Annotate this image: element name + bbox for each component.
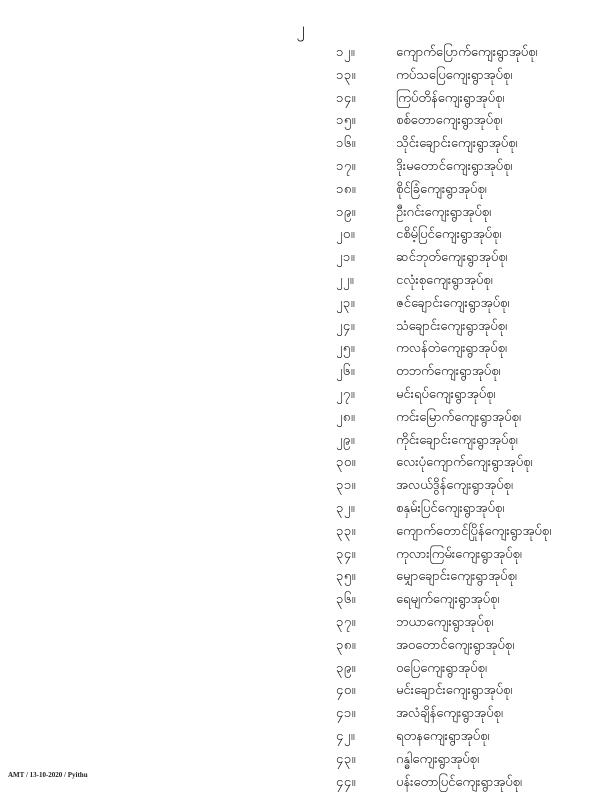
list-item-name: တဘက်ကျေးရွာအုပ်စု၊ [396, 361, 501, 384]
list-item-name: ကိုင်းချောင်းကျေးရွာအုပ်စု၊ [396, 430, 518, 453]
list-item [0, 726, 609, 749]
list-item [0, 156, 609, 179]
list-item [0, 544, 609, 567]
list-item-name: သိုင်းချောင်းကျေးရွာအုပ်စု၊ [396, 133, 518, 156]
list-item-name: စစ်တောကျေးရွာအုပ်စု၊ [396, 110, 502, 133]
list-item [0, 452, 609, 475]
list-item [0, 772, 609, 794]
list-item-number: ၂၀။ [336, 224, 386, 247]
list-item-name: ကျောက်ပြောက်ကျေးရွာအုပ်စု၊ [396, 42, 538, 65]
list-item [0, 110, 609, 133]
list-item [0, 498, 609, 521]
list-item-number: ၃၅။ [336, 566, 386, 589]
list-item [0, 384, 609, 407]
list-item-number: ၁၆။ [336, 133, 386, 156]
list-item-number: ၁၃။ [336, 65, 386, 88]
list-item-number: ၂၈။ [336, 407, 386, 430]
list-item-name: ဆင်ဘုတ်ကျေးရွာအုပ်စု၊ [396, 247, 508, 270]
list-item-number: ၃၀။ [336, 452, 386, 475]
list-item [0, 293, 609, 316]
list-item [0, 224, 609, 247]
list-item-name: ဝပြေကျေးရွာအုပ်စု၊ [396, 658, 487, 681]
list-item-number: ၂၆။ [336, 361, 386, 384]
list-item-number: ၄၀။ [336, 680, 386, 703]
list-item-name: ပန်းတောပြင်ကျေးရွာအုပ်စု၊ [396, 772, 522, 794]
list-item-name: ရေမျက်ကျေးရွာအုပ်စု၊ [396, 589, 499, 612]
list-item [0, 521, 609, 544]
list-item [0, 65, 609, 88]
list-item-number: ၂၃။ [336, 293, 386, 316]
list-item-name: ကြပ်တိန်ကျေးရွာအုပ်စု၊ [396, 88, 504, 111]
list-item-name: ဦးဂင်းကျေးရွာအုပ်စု၊ [396, 202, 491, 225]
list-item-name: စနှမ်းပြင်ကျေးရွာအုပ်စု၊ [396, 498, 504, 521]
list-item-number: ၄၄။ [336, 772, 386, 794]
list-item-number: ၃၄။ [336, 544, 386, 567]
list-item-number: ၄၁။ [336, 703, 386, 726]
list-item [0, 680, 609, 703]
list-item-number: ၂၂။ [336, 270, 386, 293]
list-item-name: ငလုံးစုကျေးရွာအုပ်စု၊ [396, 270, 493, 293]
list-item-number: ၁၄။ [336, 88, 386, 111]
list-item [0, 270, 609, 293]
list-item-number: ၂၇။ [336, 384, 386, 407]
list-item-name: ဘယာကျေးရွာအုပ်စု၊ [396, 612, 493, 635]
list-item-number: ၂၁။ [336, 247, 386, 270]
list-item-name: ကပ်သပြေကျေးရွာအုပ်စု၊ [396, 65, 512, 88]
list-item-number: ၁၉။ [336, 202, 386, 225]
list-item-name: သံချောင်းကျေးရွာအုပ်စု၊ [396, 316, 507, 339]
list-item-number: ၂၉။ [336, 430, 386, 453]
list-item-number: ၁၇။ [336, 156, 386, 179]
list-item-name: လေးပုံကျောက်ကျေးရွာအုပ်စု၊ [396, 452, 533, 475]
list-item-name: ဒိုးမတောင်ကျေးရွာအုပ်စု၊ [396, 156, 512, 179]
list-item [0, 361, 609, 384]
list-item-name: မင်းရပ်ကျေးရွာအုပ်စု၊ [396, 384, 495, 407]
list-item-number: ၂၅။ [336, 338, 386, 361]
list-item-number: ၄၂။ [336, 726, 386, 749]
list-item [0, 749, 609, 772]
list-item-number: ၃၆။ [336, 589, 386, 612]
list-item-name: ဇင်ချောင်းကျေးရွာအုပ်စု၊ [396, 293, 509, 316]
footer-stamp: AMT / 13-10-2020 / Pyithu [8, 771, 88, 779]
page-number: ၂ [0, 18, 605, 43]
list-item-number: ၃၃။ [336, 521, 386, 544]
list-item-name: ကင်းမြောက်ကျေးရွာအုပ်စု၊ [396, 407, 521, 430]
list-item [0, 338, 609, 361]
list-item-number: ၁၈။ [336, 179, 386, 202]
village-tract-list [0, 42, 609, 794]
list-item [0, 703, 609, 726]
list-item-name: မင်းချောင်းကျေးရွာအုပ်စု၊ [396, 680, 512, 703]
list-item-name: ကျောက်တောင်ပြိုန်ကျေးရွာအုပ်စု၊ [396, 521, 551, 544]
list-item [0, 133, 609, 156]
list-item [0, 316, 609, 339]
list-item [0, 407, 609, 430]
list-item-name: ငစိမ့်ပြင်ကျေးရွာအုပ်စု၊ [396, 224, 501, 247]
list-item [0, 635, 609, 658]
list-item [0, 658, 609, 681]
list-item-number: ၃၁။ [336, 475, 386, 498]
list-item [0, 202, 609, 225]
list-item [0, 42, 609, 65]
list-item-name: အလံချိန်ကျေးရွာအုပ်စု၊ [396, 703, 503, 726]
list-item-name: မျှောချောင်းကျေးရွာအုပ်စု၊ [396, 566, 517, 589]
list-item-number: ၃၂။ [336, 498, 386, 521]
list-item-name: ရတနကျေးရွာအုပ်စု၊ [396, 726, 490, 749]
list-item [0, 88, 609, 111]
list-item-name: စိုင်ခြံကျေးရွာအုပ်စု၊ [396, 179, 487, 202]
list-item [0, 247, 609, 270]
list-item-number: ၁၅။ [336, 110, 386, 133]
list-item-number: ၃၉။ [336, 658, 386, 681]
list-item [0, 179, 609, 202]
list-item-name: ကုလားကြမ်းကျေးရွာအုပ်စု၊ [396, 544, 522, 567]
list-item-number: ၃၈။ [336, 635, 386, 658]
list-item [0, 589, 609, 612]
list-item-name: အဝတောင်ကျေးရွာအုပ်စု၊ [396, 635, 514, 658]
list-item-name: အလယ်ဒွိန်ကျေးရွာအုပ်စု၊ [396, 475, 513, 498]
list-item-name: ကလန်တဲကျေးရွာအုပ်စု၊ [396, 338, 507, 361]
list-item [0, 430, 609, 453]
list-item-number: ၃၇။ [336, 612, 386, 635]
list-item-number: ၂၄။ [336, 316, 386, 339]
list-item-name: ဂန္ဓါကျေးရွာအုပ်စု၊ [396, 749, 479, 772]
list-item [0, 612, 609, 635]
list-item-number: ၄၃။ [336, 749, 386, 772]
list-item [0, 475, 609, 498]
list-item [0, 566, 609, 589]
list-item-number: ၁၂။ [336, 42, 386, 65]
